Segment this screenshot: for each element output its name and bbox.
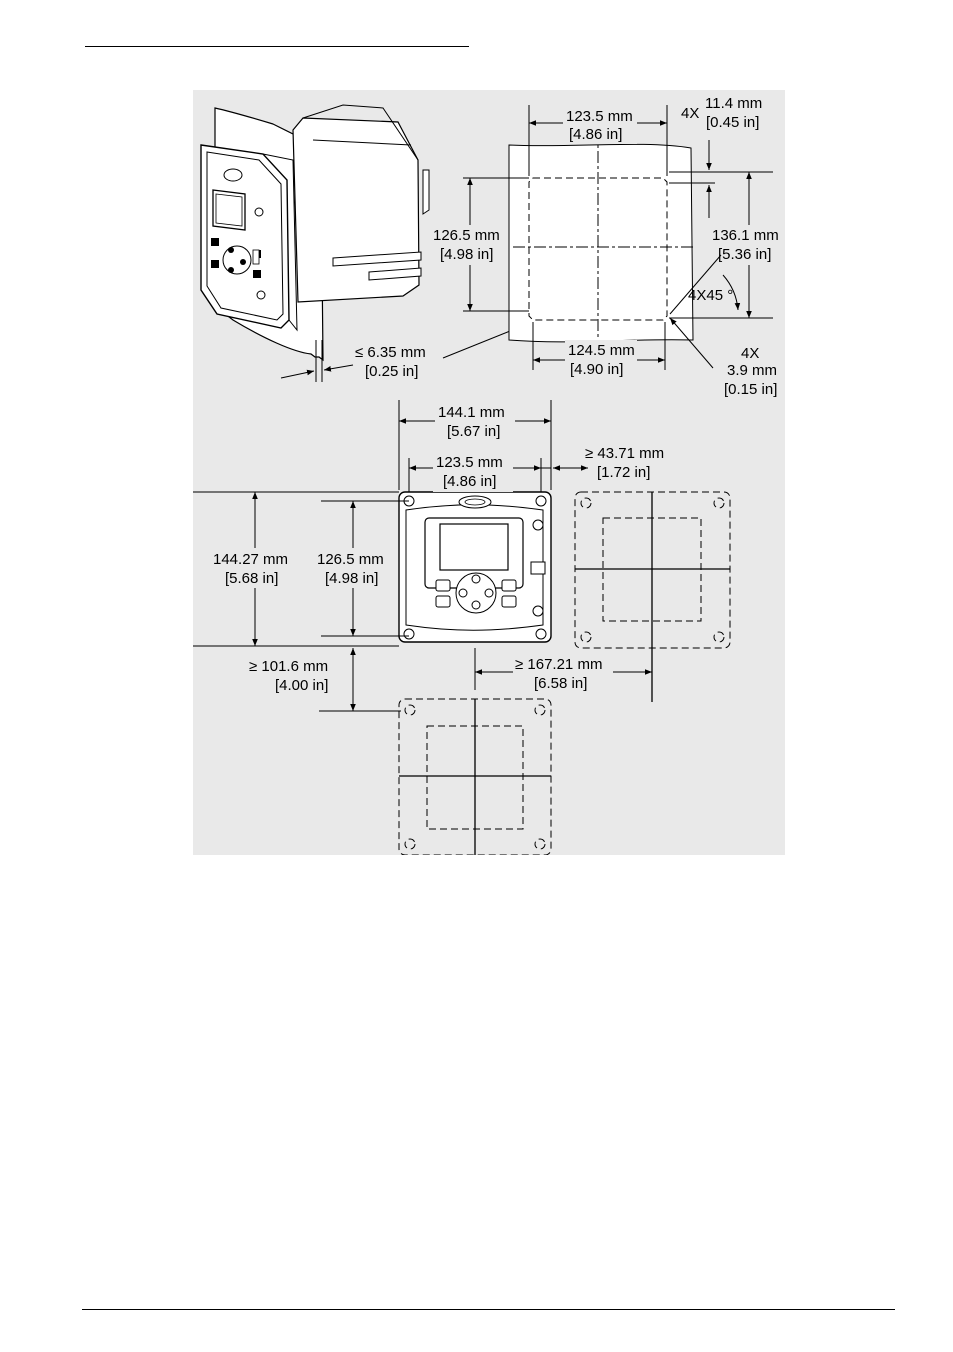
bottom-width-mm: 124.5 mm bbox=[568, 342, 635, 359]
front-inner-height-mm: 126.5 mm bbox=[317, 551, 384, 568]
corner-offset-mm: 11.4 mm bbox=[705, 95, 763, 112]
vertical-clearance-in: [4.00 in] bbox=[275, 677, 329, 694]
horizontal-pitch-mm: ≥ 167.21 mm bbox=[515, 656, 603, 673]
cutout-width-mm: 123.5 mm bbox=[566, 108, 633, 125]
footer-rule bbox=[82, 1309, 895, 1310]
chamfer-label: 4X45 ° bbox=[688, 287, 734, 304]
adjacent-cutout-below bbox=[399, 699, 551, 855]
front-height-in: [5.68 in] bbox=[225, 570, 279, 587]
controller-isometric-illustration bbox=[201, 105, 429, 360]
corner-offset-in: [0.45 in] bbox=[706, 114, 760, 131]
overall-height-mm: 136.1 mm bbox=[712, 227, 779, 244]
corner-radius-count: 4X bbox=[741, 345, 760, 362]
figure-svg bbox=[193, 90, 785, 855]
controller-front-view bbox=[399, 492, 551, 642]
front-inner-height-dimension bbox=[313, 501, 409, 636]
cutout-height-mm: 126.5 mm bbox=[433, 227, 500, 244]
front-height-mm: 144.27 mm bbox=[213, 551, 289, 568]
front-inner-width-in: [4.86 in] bbox=[443, 473, 497, 490]
front-inner-width-mm: 123.5 mm bbox=[436, 454, 503, 471]
corner-radius-in: [0.15 in] bbox=[724, 381, 778, 398]
vertical-clearance-mm: ≥ 101.6 mm bbox=[249, 658, 329, 675]
side-clearance-dimension bbox=[541, 445, 664, 481]
side-clearance-mm: ≥ 43.71 mm bbox=[585, 445, 665, 462]
cutout-width-in: [4.86 in] bbox=[569, 126, 623, 143]
overall-height-in: [5.36 in] bbox=[718, 246, 772, 263]
header-rule bbox=[85, 46, 469, 47]
front-inner-width-dimension bbox=[409, 452, 541, 492]
panel-thickness-in: [0.25 in] bbox=[365, 363, 419, 380]
panel-mount-dimension-figure bbox=[193, 90, 785, 855]
horizontal-pitch-in: [6.58 in] bbox=[534, 675, 588, 692]
corner-radius-mm: 3.9 mm bbox=[727, 362, 778, 379]
horizontal-pitch-dimension bbox=[475, 648, 652, 694]
corner-offset-count: 4X bbox=[681, 105, 700, 122]
front-inner-height-in: [4.98 in] bbox=[325, 570, 379, 587]
panel-cutout-drawing bbox=[433, 95, 785, 398]
panel-thickness-mm: ≤ 6.35 mm bbox=[355, 344, 426, 361]
side-clearance-in: [1.72 in] bbox=[597, 464, 651, 481]
cutout-height-in: [4.98 in] bbox=[440, 246, 494, 263]
bottom-width-in: [4.90 in] bbox=[570, 361, 624, 378]
vertical-clearance-dimension bbox=[247, 648, 401, 711]
front-width-in: [5.67 in] bbox=[447, 423, 501, 440]
front-width-mm: 144.1 mm bbox=[438, 404, 505, 421]
